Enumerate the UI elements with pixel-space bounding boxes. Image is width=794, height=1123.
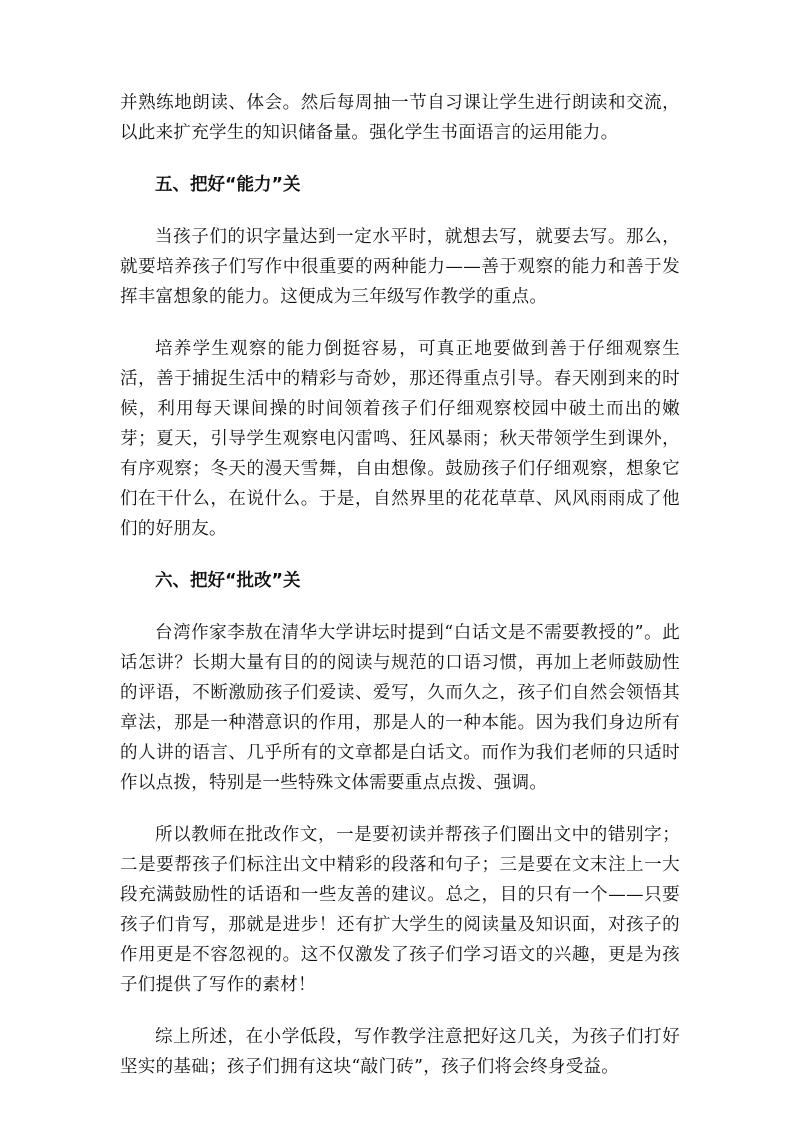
paragraph-teacher-correction: 所以教师在批改作文，一是要初读并帮孩子们圈出文中的错别字；二是要帮孩子们标注出文中精彩的段落和句子；三是要在文末注上一大段充满鼓励性的话语和一些友善的建议。总之，目的只有一个——只要孩子们肯写，那就是进步！还有扩大学生的阅读量及知识面，对孩子的作用更是不容忽视的。这不仅激发了孩子们学习语文的兴趣，更是为孩子们提供了写作的素材！ [120, 825, 680, 995]
document-body [120, 88, 680, 1104]
paragraph-observation: 培养学生观察的能力倒挺容易，可真正地要做到善于仔细观察生活，善于捕捉生活中的精彩与奇妙，那还得重点引导。春天刚到来的时候，利用每天课间操的时间领着孩子们仔细观察校园中破土而出的嫩芽；夏天，引导学生观察电闪雷鸣、狂风暴雨；秋天带领学生到课外，有序观察；冬天的漫天雪舞，自由想像。鼓励孩子们仔细观察，想象它们在干什么，在说什么。于是，自然界里的花花草草、风风雨雨成了他们的好朋友。 [120, 339, 680, 539]
paragraph-conclusion: 综上所述，在小学低段，写作教学注意把好这几关，为孩子们打好坚实的基础；孩子们拥有这块“敲门砖”，孩子们将会终身受益。 [120, 1027, 680, 1077]
section-heading-ability: 五、把好“能力”关 [155, 175, 301, 195]
paragraph-ability-intro: 当孩子们的识字量达到一定水平时，就想去写，就要去写。那么，就要培养孩子们写作中很重要的两种能力——善于观察的能力和善于发挥丰富想象的能力。这便成为三年级写作教学的重点。 [120, 227, 680, 307]
section-heading-correction: 六、把好“批改”关 [155, 571, 301, 591]
paragraph-li-ao: 台湾作家李敖在清华大学讲坛时提到“白话文是不需要教授的”。此话怎讲？长期大量有目的的阅读与规范的口语习惯，再加上老师鼓励性的评语，不断激励孩子们爱读、爱写，久而久之，孩子们自然会领悟其章法，那是一种潜意识的作用，那是人的一种本能。因为我们身边所有的人讲的语言、几乎所有的文章都是白话文。而作为我们老师的只适时作以点拨，特别是一些特殊文体需要重点点拨、强调。 [120, 623, 680, 793]
paragraph-continued: 并熟练地朗读、体会。然后每周抽一节自习课让学生进行朗读和交流，以此来扩充学生的知识储备量。强化学生书面语言的运用能力。 [120, 93, 680, 143]
